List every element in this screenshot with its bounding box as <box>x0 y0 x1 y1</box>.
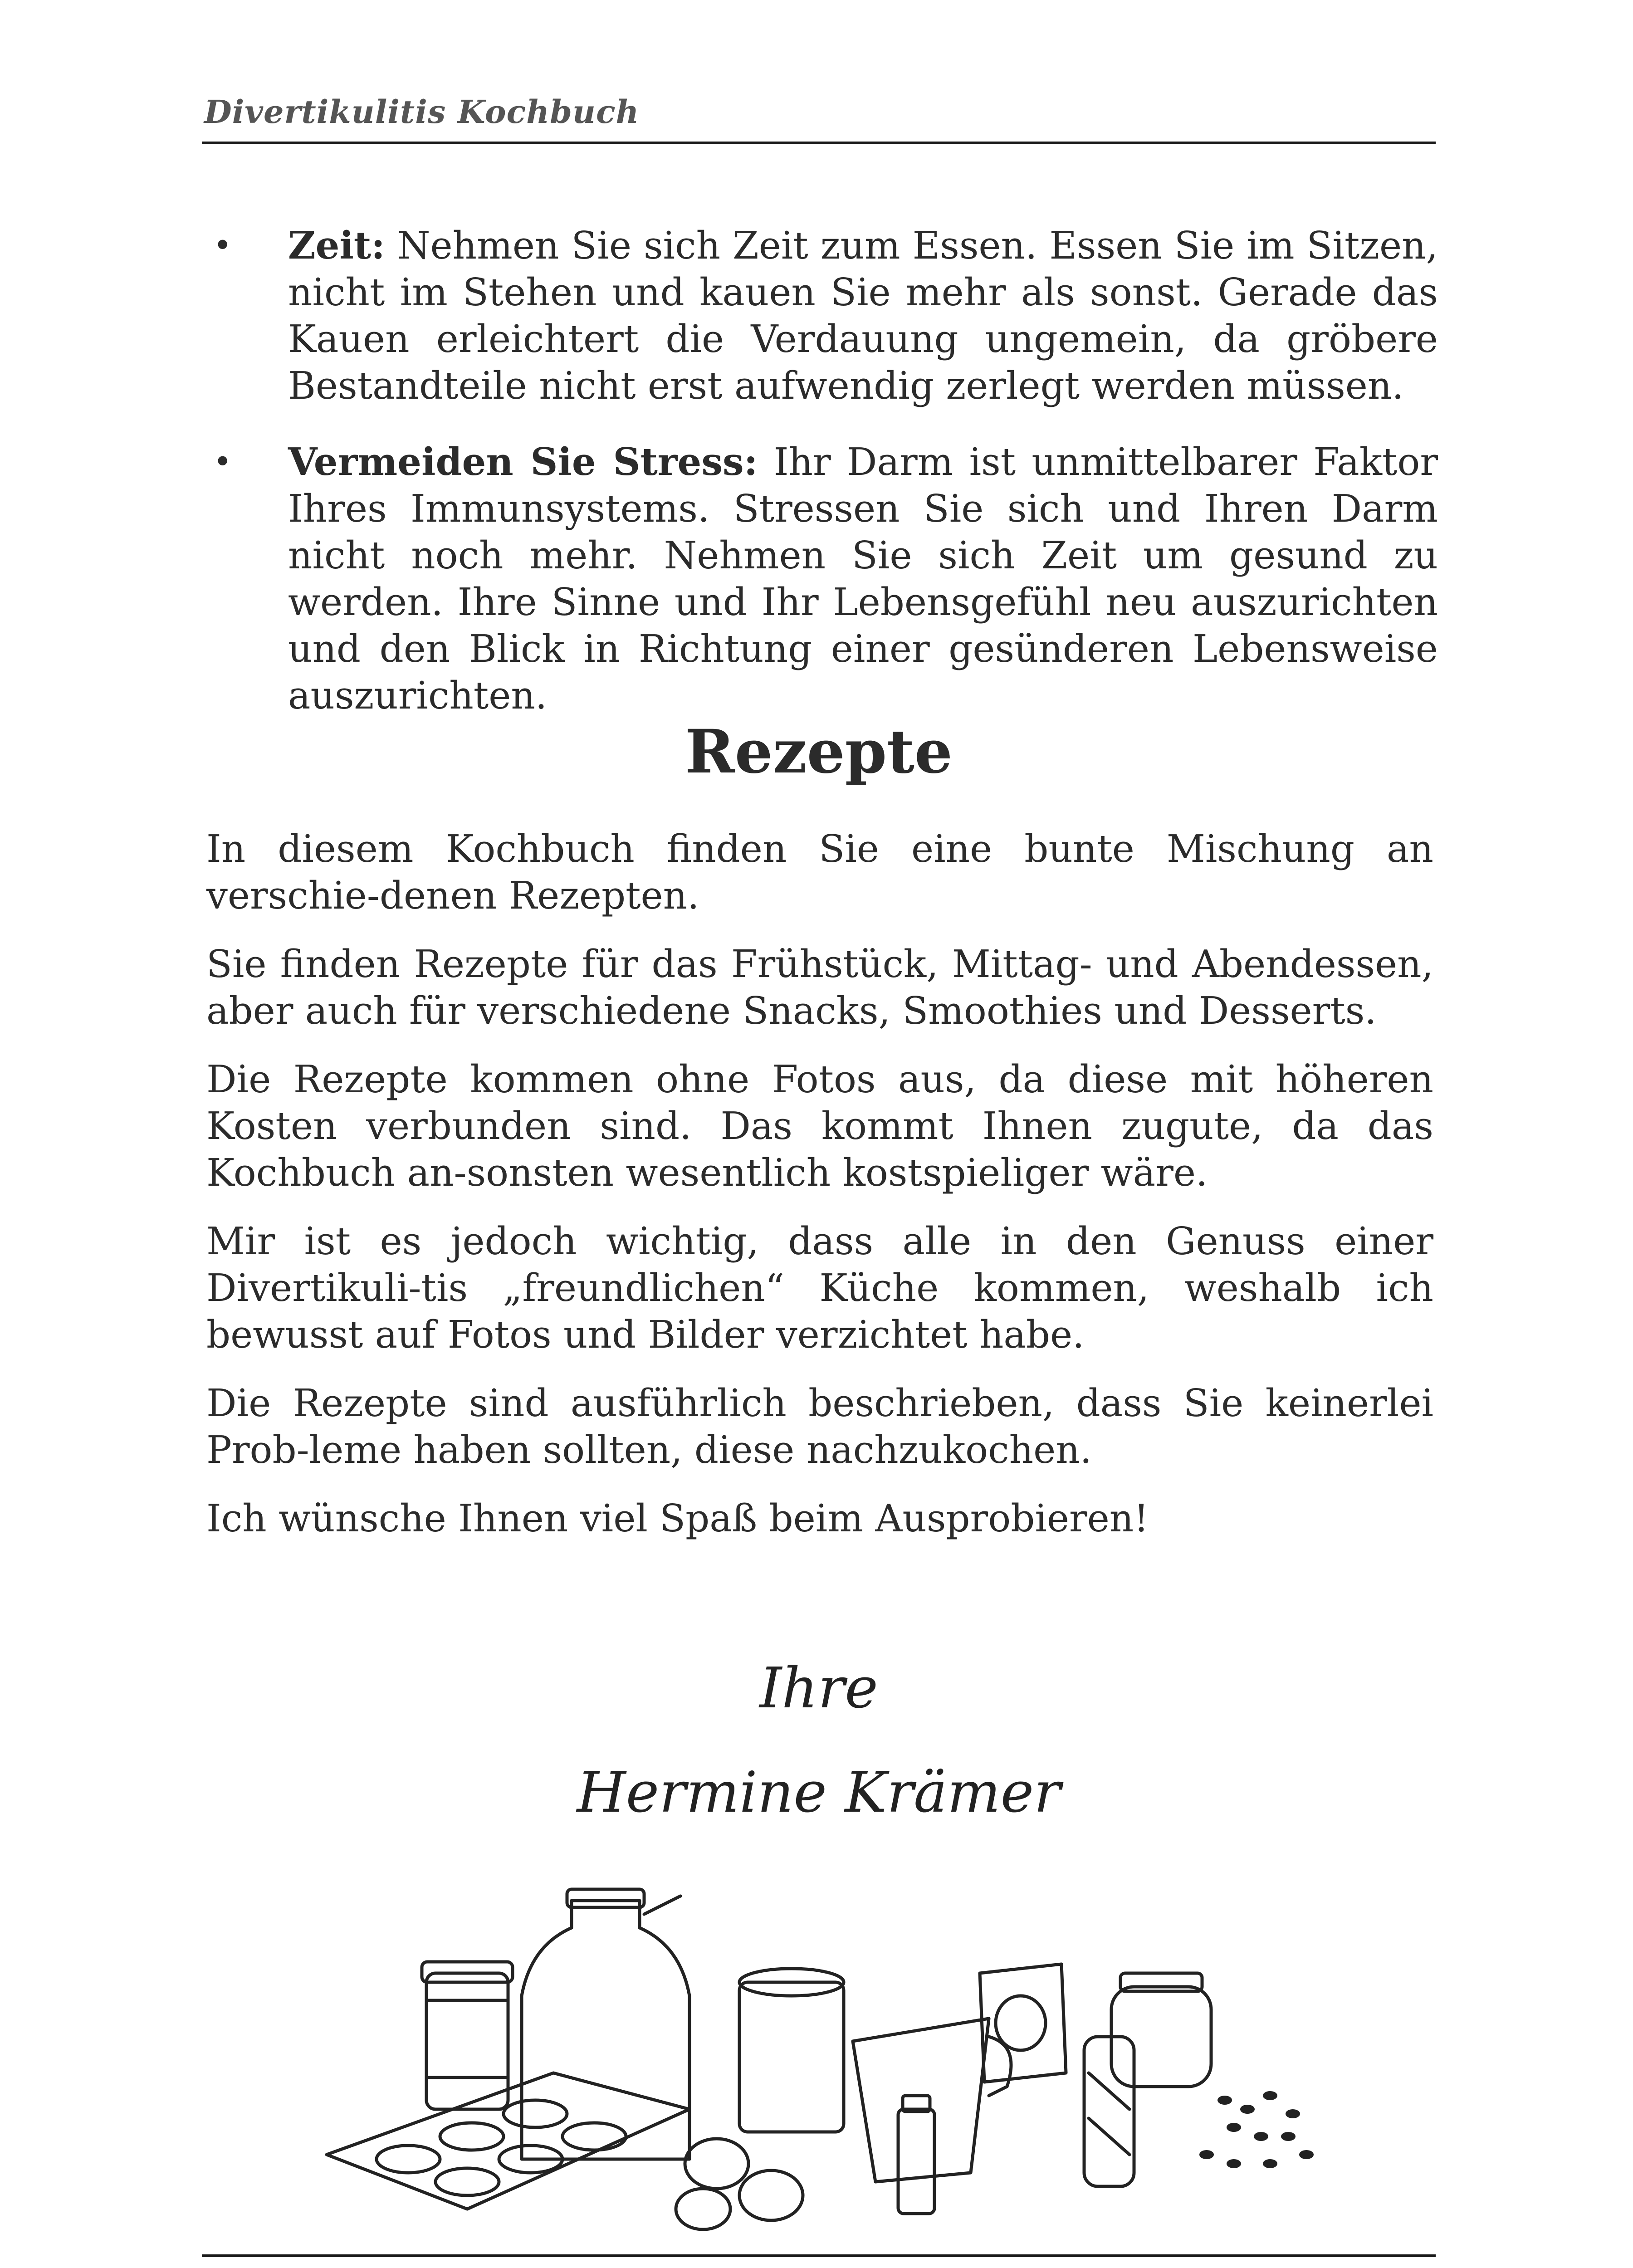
header-divider <box>202 142 1436 144</box>
signature-greeting: Ihre <box>759 1656 878 1721</box>
bullet-term: Zeit: <box>288 223 385 268</box>
list-item <box>213 222 1438 409</box>
body-text <box>206 826 1433 1564</box>
jar-drawing <box>422 1962 513 2109</box>
paragraph: Die Rezepte sind ausführlich beschrieben, dass Sie keinerlei Prob-leme haben sollten, diese nachzukochen. <box>206 1381 1433 1472</box>
bullet-text: Ihr Darm ist unmittelbarer Faktor Ihres Immunsystems. Stressen Sie sich und Ihren Darm nicht noch mehr. Nehmen Sie sich Zeit um gesund zu werden. Ihre Sinne und Ihr Lebensgefühl neu auszurichten und den Blick in Richtung einer gesünderen Lebensweise auszurichten. <box>288 440 1438 718</box>
kitchen-illustration <box>318 1882 1325 2236</box>
small-bottle-drawing <box>898 2096 934 2214</box>
bullet-text: Nehmen Sie sich Zeit zum Essen. Essen Sie im Sitzen, nicht im Stehen und kauen Sie mehr als sonst. Gerade das Kauen erleichtert die Verdauung ungemein, da gröbere Bestandteile nicht erst aufwendig zerlegt werden müssen. <box>288 224 1438 408</box>
beans-drawing <box>1199 2091 1314 2168</box>
bottle-drawing <box>522 1889 689 2159</box>
measuring-cup-drawing <box>853 2019 1011 2182</box>
signature-name: Hermine Krämer <box>577 1760 1061 1825</box>
bullet-term: Vermeiden Sie Stress: <box>288 440 758 484</box>
footer-divider <box>202 2254 1436 2257</box>
paragraph: Mir ist es jedoch wichtig, dass alle in den Genuss einer Divertikuli-tis „freundlichen“ Küche kommen, weshalb ich bewusst auf Fotos und Bilder verzichtet habe. <box>206 1219 1433 1357</box>
box-drawing <box>980 1964 1066 2082</box>
paragraph: Die Rezepte kommen ohne Fotos aus, da diese mit höheren Kosten verbunden sind. Das kommt Ihnen zugute, da das Kochbuch an-sonsten wesentlich kostspieliger wäre. <box>206 1057 1433 1195</box>
jar-right-drawing <box>1111 1973 1211 2087</box>
running-header-title: Divertikulitis Kochbuch <box>204 93 640 131</box>
list-item <box>213 439 1438 719</box>
paragraph: Sie finden Rezepte für das Frühstück, Mittag- und Abendessen, aber auch für verschiedene Snacks, Smoothies und Desserts. <box>206 942 1433 1033</box>
paragraph: Ich wünsche Ihnen viel Spaß beim Ausprobieren! <box>206 1496 1149 1540</box>
bullet-icon: • <box>213 227 232 264</box>
canister-drawing <box>739 1969 844 2132</box>
paragraph: In diesem Kochbuch finden Sie eine bunte Mischung an verschie-denen Rezepten. <box>206 827 1433 918</box>
section-title: Rezepte <box>685 717 953 787</box>
roll-drawing <box>1084 2037 1134 2186</box>
tips-list <box>213 222 1438 748</box>
eggs-drawing <box>676 2139 803 2229</box>
bullet-icon: • <box>213 443 232 480</box>
